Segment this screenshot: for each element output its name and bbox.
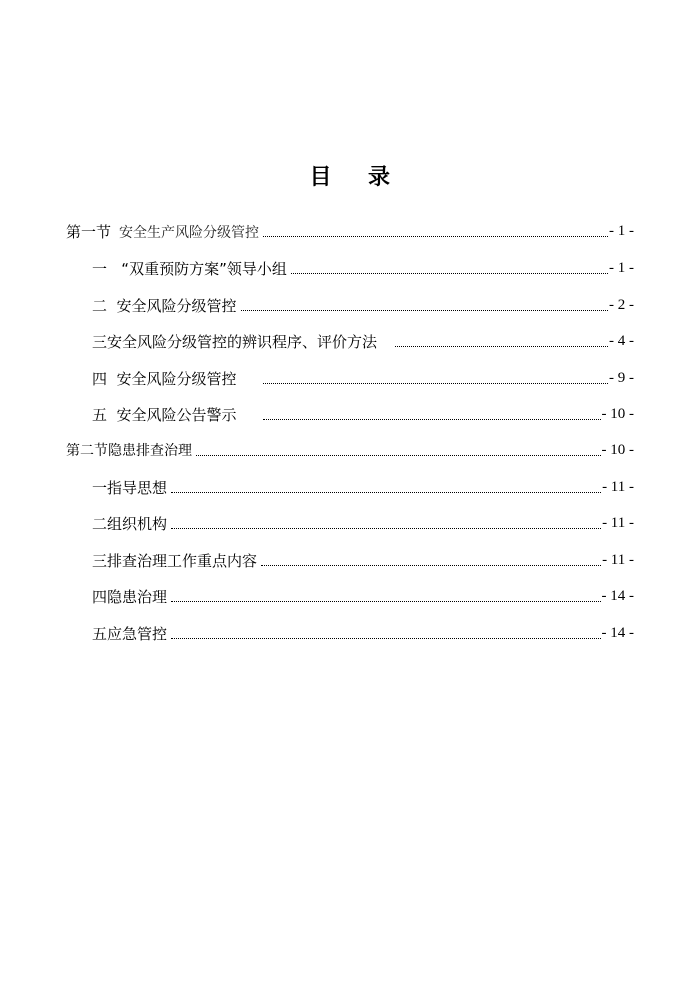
toc-entry-page: - 14 -	[601, 587, 634, 604]
toc-entry-label: 二组织机构	[92, 514, 168, 533]
page-title	[0, 160, 700, 191]
toc-entry-label: 四 安全风险分级管控	[92, 369, 237, 388]
toc-entry-page: - 11 -	[602, 551, 634, 568]
toc-entry-1-4[interactable]	[92, 363, 634, 393]
toc-entry-label: 第二节隐患排查治理	[66, 443, 192, 459]
toc-entry-1-3[interactable]	[92, 326, 634, 356]
dot-leader	[395, 346, 608, 347]
toc-entry-label: 一 “双重预防方案”领导小组	[92, 259, 287, 278]
toc-entry-label: 二 安全风险分级管控	[92, 296, 237, 315]
dot-leader	[263, 383, 608, 384]
toc-entry-page: - 10 -	[601, 441, 634, 458]
toc-entry-1-5[interactable]	[92, 399, 634, 429]
toc-entry-page: - 11 -	[602, 478, 634, 495]
dot-leader	[263, 236, 608, 237]
toc-entry-1-1[interactable]	[92, 253, 634, 283]
dot-leader	[171, 601, 600, 602]
dot-leader	[241, 310, 608, 311]
dot-leader	[291, 273, 608, 274]
dot-leader	[196, 455, 601, 456]
toc-entry-2-2[interactable]	[92, 508, 634, 538]
toc-entry-page: - 1 -	[609, 259, 634, 276]
toc-entry-label: 安全生产风险分级管控	[119, 224, 260, 241]
toc-entry-1-2[interactable]	[92, 290, 634, 320]
toc-entry-2-5[interactable]	[92, 618, 634, 648]
dot-leader	[263, 419, 601, 420]
toc-entry-2-3[interactable]	[92, 545, 634, 575]
toc-entry-page: - 2 -	[609, 296, 634, 313]
toc-entry-prefix: 第一节	[66, 222, 112, 241]
toc-entry-section-2[interactable]	[66, 435, 634, 465]
dot-leader	[171, 528, 601, 529]
toc-entry-page: - 9 -	[609, 369, 634, 386]
toc-entry-section-1[interactable]	[66, 216, 634, 246]
dot-leader	[261, 565, 601, 566]
dot-leader	[171, 638, 600, 639]
toc-entry-page: - 4 -	[609, 332, 634, 349]
toc-entry-page: - 11 -	[602, 514, 634, 531]
toc-entry-label: 三安全风险分级管控的辨识程序、评价方法	[92, 332, 378, 351]
toc-entry-2-1[interactable]	[92, 472, 634, 502]
page-title-left: 目	[309, 165, 332, 190]
toc-entry-page: - 14 -	[601, 624, 634, 641]
toc-entry-2-4[interactable]	[92, 581, 634, 611]
toc-entry-label: 四隐患治理	[92, 587, 168, 606]
toc-entry-page: - 10 -	[601, 405, 634, 422]
dot-leader	[171, 492, 601, 493]
toc-entry-label: 五应急管控	[92, 624, 168, 643]
toc-entry-label: 三排查治理工作重点内容	[92, 551, 258, 570]
toc-entry-label: 五 安全风险公告警示	[92, 405, 237, 424]
page-title-right: 录	[368, 165, 391, 190]
toc-entry-label: 一指导思想	[92, 478, 168, 497]
toc-entry-page: - 1 -	[609, 222, 634, 239]
